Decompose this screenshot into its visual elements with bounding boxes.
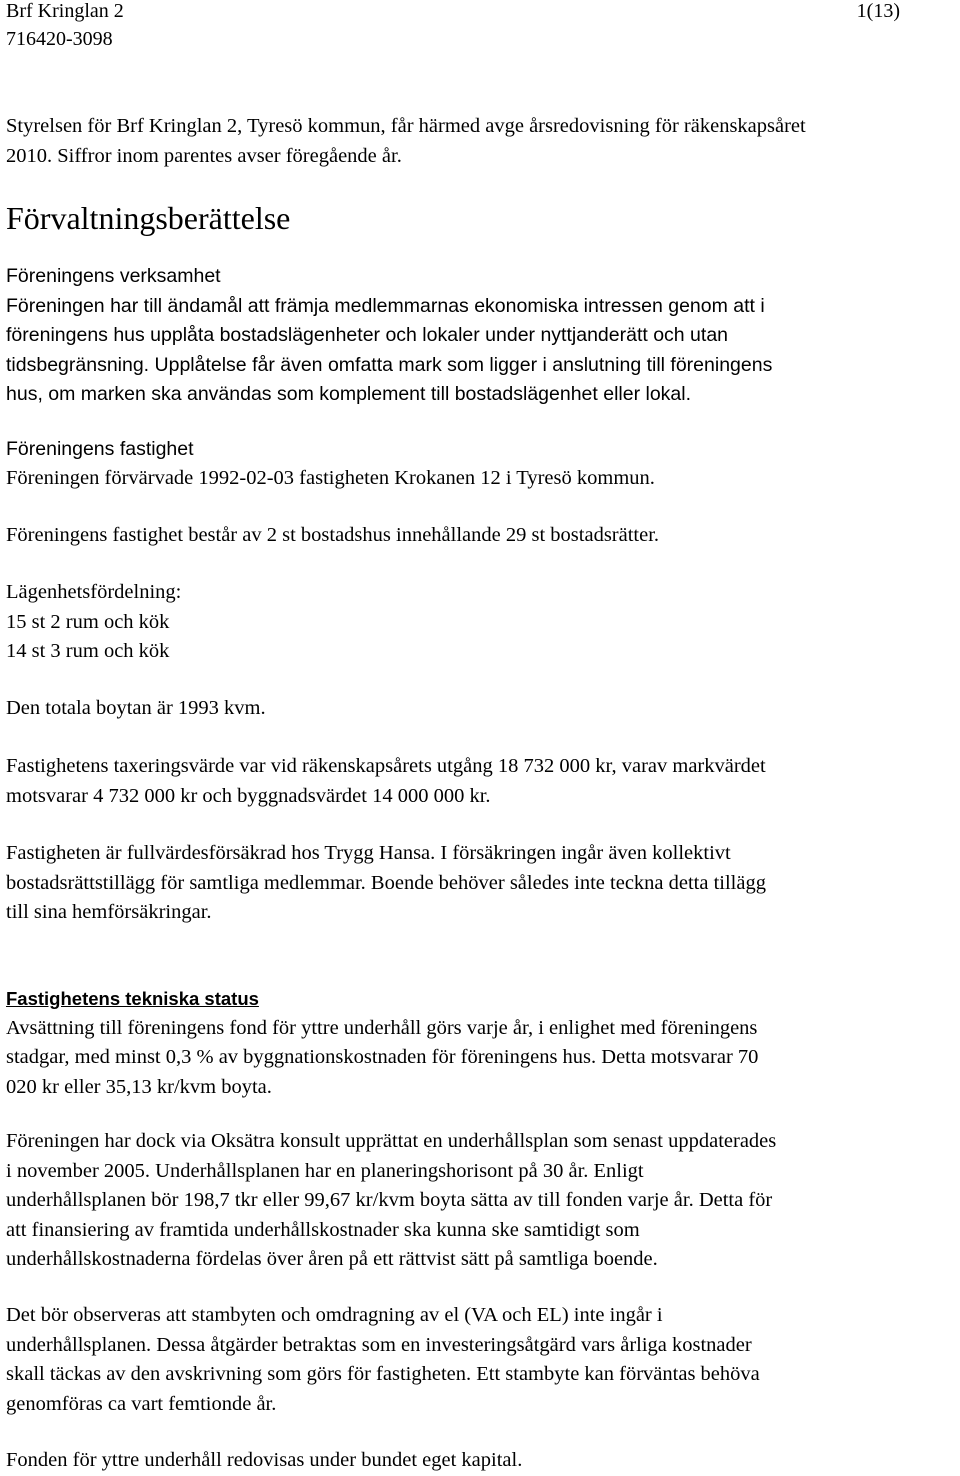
page-number: 1(13) xyxy=(856,0,900,22)
org-number: 716420-3098 xyxy=(6,28,113,50)
paragraph-line: att finansiering av framtida underhållskostnader ska kunna ske samtidigt som xyxy=(6,1218,640,1241)
paragraph-line: hus, om marken ska användas som komplement till bostadslägenhet eller lokal. xyxy=(6,383,692,405)
acquisition-line: Föreningen förvärvade 1992-02-03 fastigheten Krokanen 12 i Tyresö kommun. xyxy=(6,467,655,489)
distribution-label: Lägenhetsfördelning: xyxy=(6,581,182,603)
fastighet-heading: Föreningens fastighet xyxy=(6,438,194,460)
verksamhet-section xyxy=(6,262,936,410)
pipe-replacement-paragraph xyxy=(6,1301,936,1419)
technical-status-section xyxy=(6,984,936,1102)
distribution-item: 14 st 3 rum och kök xyxy=(6,640,170,662)
fund-line: Fonden för yttre underhåll redovisas under bundet eget kapital. xyxy=(6,1449,523,1471)
paragraph-line: underhållskostnaderna fördelas över åren på ett rättvist sätt på samtliga boende. xyxy=(6,1248,658,1270)
paragraph-line: underhållsplanen bör 198,7 tkr eller 99,67 kr/kvm boyta sätta av till fonden varje år. Detta för xyxy=(6,1189,773,1211)
org-name: Brf Kringlan 2 xyxy=(6,0,124,22)
paragraph-line: 020 kr eller 35,13 kr/kvm boyta. xyxy=(6,1075,272,1098)
paragraph-line: Fastigheten är fullvärdesförsäkrad hos Trygg Hansa. I försäkringen ingår även kollektivt xyxy=(6,842,731,864)
paragraph-line: bostadsrättstillägg för samtliga medlemmar. Boende behöver således inte teckna detta tillägg xyxy=(6,871,766,894)
paragraph-line: Avsättning till föreningens fond för yttre underhåll görs varje år, i enlighet med föreningens xyxy=(6,1016,758,1039)
paragraph-line: Föreningen har till ändamål att främja medlemmarnas ekonomiska intressen genom att i xyxy=(6,294,765,317)
paragraph-line: till sina hemförsäkringar. xyxy=(6,901,212,923)
paragraph-line: genomföras ca vart femtionde år. xyxy=(6,1392,277,1415)
paragraph-line: stadgar, med minst 0,3 % av byggnationskostnaden för föreningens hus. Detta motsvarar 70 xyxy=(6,1046,759,1068)
intro-line: 2010. Siffror inom parentes avser föregående år. xyxy=(6,144,402,167)
main-title: Förvaltningsberättelse xyxy=(6,200,291,236)
paragraph-line: Fastighetens taxeringsvärde var vid räkenskapsårets utgång 18 732 000 kr, varav markvärdet xyxy=(6,755,766,777)
paragraph-line: Det bör observeras att stambyten och omdragning av el (VA och EL) inte ingår i xyxy=(6,1304,663,1326)
page-header xyxy=(6,0,928,50)
paragraph-line: underhållsplanen. Dessa åtgärder betraktas som en investeringsåtgärd vars årliga kostnader xyxy=(6,1333,752,1356)
apartment-distribution xyxy=(6,578,936,667)
total-area-line: Den totala boytan är 1993 kvm. xyxy=(6,697,266,719)
paragraph-line: Föreningen har dock via Oksätra konsult upprättat en underhållsplan som senast uppdaterades xyxy=(6,1130,777,1152)
paragraph-line: skall täckas av den avskrivning som görs för fastigheten. Ett stambyte kan förväntas behöva xyxy=(6,1363,760,1385)
tax-value-paragraph xyxy=(6,752,936,811)
paragraph-line: i november 2005. Underhållsplanen har en planeringshorisont på 30 år. Enligt xyxy=(6,1159,644,1182)
paragraph-line: motsvarar 4 732 000 kr och byggnadsvärdet 14 000 000 kr. xyxy=(6,784,491,807)
intro-line: Styrelsen för Brf Kringlan 2, Tyresö kommun, får härmed avge årsredovisning för räkenskapsåret xyxy=(6,115,806,137)
distribution-item: 15 st 2 rum och kök xyxy=(6,610,170,633)
paragraph-line: tidsbegränsning. Upplåtelse får även omfatta mark som ligger i anslutning till föreningens xyxy=(6,353,773,376)
paragraph-line: föreningens hus upplåta bostadslägenheter och lokaler under nyttjanderätt och utan xyxy=(6,324,729,346)
insurance-paragraph xyxy=(6,839,936,928)
section-heading: Föreningens verksamhet xyxy=(6,265,221,287)
intro-paragraph xyxy=(6,112,936,171)
maintenance-plan-paragraph xyxy=(6,1127,936,1275)
buildings-line: Föreningens fastighet består av 2 st bostadshus innehållande 29 st bostadsrätter. xyxy=(6,524,660,546)
section-heading: Fastighetens tekniska status xyxy=(6,988,259,1009)
